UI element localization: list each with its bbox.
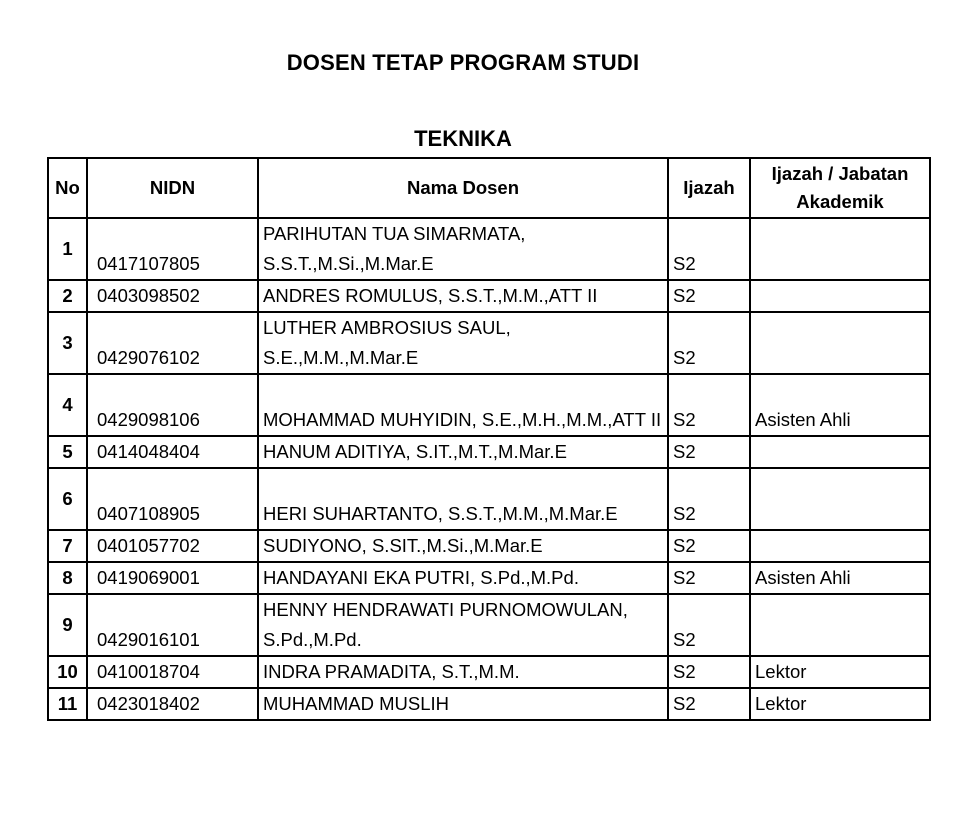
- cell-jabatan: [750, 436, 930, 468]
- cell-no: 5: [48, 436, 87, 468]
- cell-ijazah: S2: [668, 530, 750, 562]
- cell-no: 7: [48, 530, 87, 562]
- cell-nama: LUTHER AMBROSIUS SAUL, S.E.,M.M.,M.Mar.E: [258, 312, 668, 374]
- header-nidn: NIDN: [87, 158, 258, 218]
- cell-jabatan: Lektor: [750, 688, 930, 720]
- table-row: [48, 656, 930, 688]
- cell-no: 4: [48, 374, 87, 436]
- cell-no: 10: [48, 656, 87, 688]
- cell-nidn: 0417107805: [87, 218, 258, 280]
- table-row: [48, 468, 930, 530]
- header-nama-dosen: Nama Dosen: [258, 158, 668, 218]
- cell-ijazah: S2: [668, 280, 750, 312]
- cell-ijazah: S2: [668, 218, 750, 280]
- cell-nama: HENNY HENDRAWATI PURNOMOWULAN, S.Pd.,M.Pd.: [258, 594, 668, 656]
- cell-nama: INDRA PRAMADITA, S.T.,M.M.: [258, 656, 668, 688]
- table-row: [48, 594, 930, 656]
- table-header-row: [48, 158, 930, 218]
- cell-nidn: 0407108905: [87, 468, 258, 530]
- cell-nama: MUHAMMAD MUSLIH: [258, 688, 668, 720]
- cell-nidn: 0401057702: [87, 530, 258, 562]
- cell-ijazah: S2: [668, 594, 750, 656]
- cell-jabatan: [750, 530, 930, 562]
- table-row: [48, 688, 930, 720]
- table-row: [48, 280, 930, 312]
- cell-ijazah: S2: [668, 374, 750, 436]
- cell-no: 11: [48, 688, 87, 720]
- cell-jabatan: Lektor: [750, 656, 930, 688]
- cell-nidn: 0419069001: [87, 562, 258, 594]
- cell-ijazah: S2: [668, 562, 750, 594]
- document-title: DOSEN TETAP PROGRAM STUDI: [286, 50, 640, 75]
- header-jabatan-akademik: Ijazah / Jabatan Akademik: [750, 158, 930, 218]
- cell-jabatan: Asisten Ahli: [750, 562, 930, 594]
- table-row: [48, 530, 930, 562]
- cell-jabatan: [750, 468, 930, 530]
- cell-ijazah: S2: [668, 656, 750, 688]
- document-subtitle: TEKNIKA: [414, 126, 512, 151]
- cell-jabatan: [750, 594, 930, 656]
- table-row: [48, 218, 930, 280]
- table-row: [48, 374, 930, 436]
- header-no: No: [48, 158, 87, 218]
- cell-jabatan: Asisten Ahli: [750, 374, 930, 436]
- cell-nama: MOHAMMAD MUHYIDIN, S.E.,M.H.,M.M.,ATT II: [258, 374, 668, 436]
- cell-no: 3: [48, 312, 87, 374]
- cell-nama: ANDRES ROMULUS, S.S.T.,M.M.,ATT II: [258, 280, 668, 312]
- cell-no: 1: [48, 218, 87, 280]
- cell-jabatan: [750, 280, 930, 312]
- cell-nama: HERI SUHARTANTO, S.S.T.,M.M.,M.Mar.E: [258, 468, 668, 530]
- cell-ijazah: S2: [668, 436, 750, 468]
- cell-jabatan: [750, 218, 930, 280]
- cell-nidn: 0403098502: [87, 280, 258, 312]
- cell-nama: SUDIYONO, S.SIT.,M.Si.,M.Mar.E: [258, 530, 668, 562]
- cell-nidn: 0423018402: [87, 688, 258, 720]
- cell-ijazah: S2: [668, 468, 750, 530]
- cell-nidn: 0414048404: [87, 436, 258, 468]
- cell-no: 2: [48, 280, 87, 312]
- cell-no: 6: [48, 468, 87, 530]
- table-row: [48, 436, 930, 468]
- cell-nidn: 0429098106: [87, 374, 258, 436]
- header-ijazah: Ijazah: [668, 158, 750, 218]
- cell-no: 9: [48, 594, 87, 656]
- cell-nidn: 0410018704: [87, 656, 258, 688]
- cell-nama: PARIHUTAN TUA SIMARMATA, S.S.T.,M.Si.,M.Mar.E: [258, 218, 668, 280]
- lecturer-table: [47, 157, 931, 721]
- cell-ijazah: S2: [668, 688, 750, 720]
- cell-nama: HANUM ADITIYA, S.IT.,M.T.,M.Mar.E: [258, 436, 668, 468]
- cell-ijazah: S2: [668, 312, 750, 374]
- cell-nama: HANDAYANI EKA PUTRI, S.Pd.,M.Pd.: [258, 562, 668, 594]
- cell-nidn: 0429016101: [87, 594, 258, 656]
- cell-nidn: 0429076102: [87, 312, 258, 374]
- cell-no: 8: [48, 562, 87, 594]
- table-row: [48, 312, 930, 374]
- cell-jabatan: [750, 312, 930, 374]
- table-row: [48, 562, 930, 594]
